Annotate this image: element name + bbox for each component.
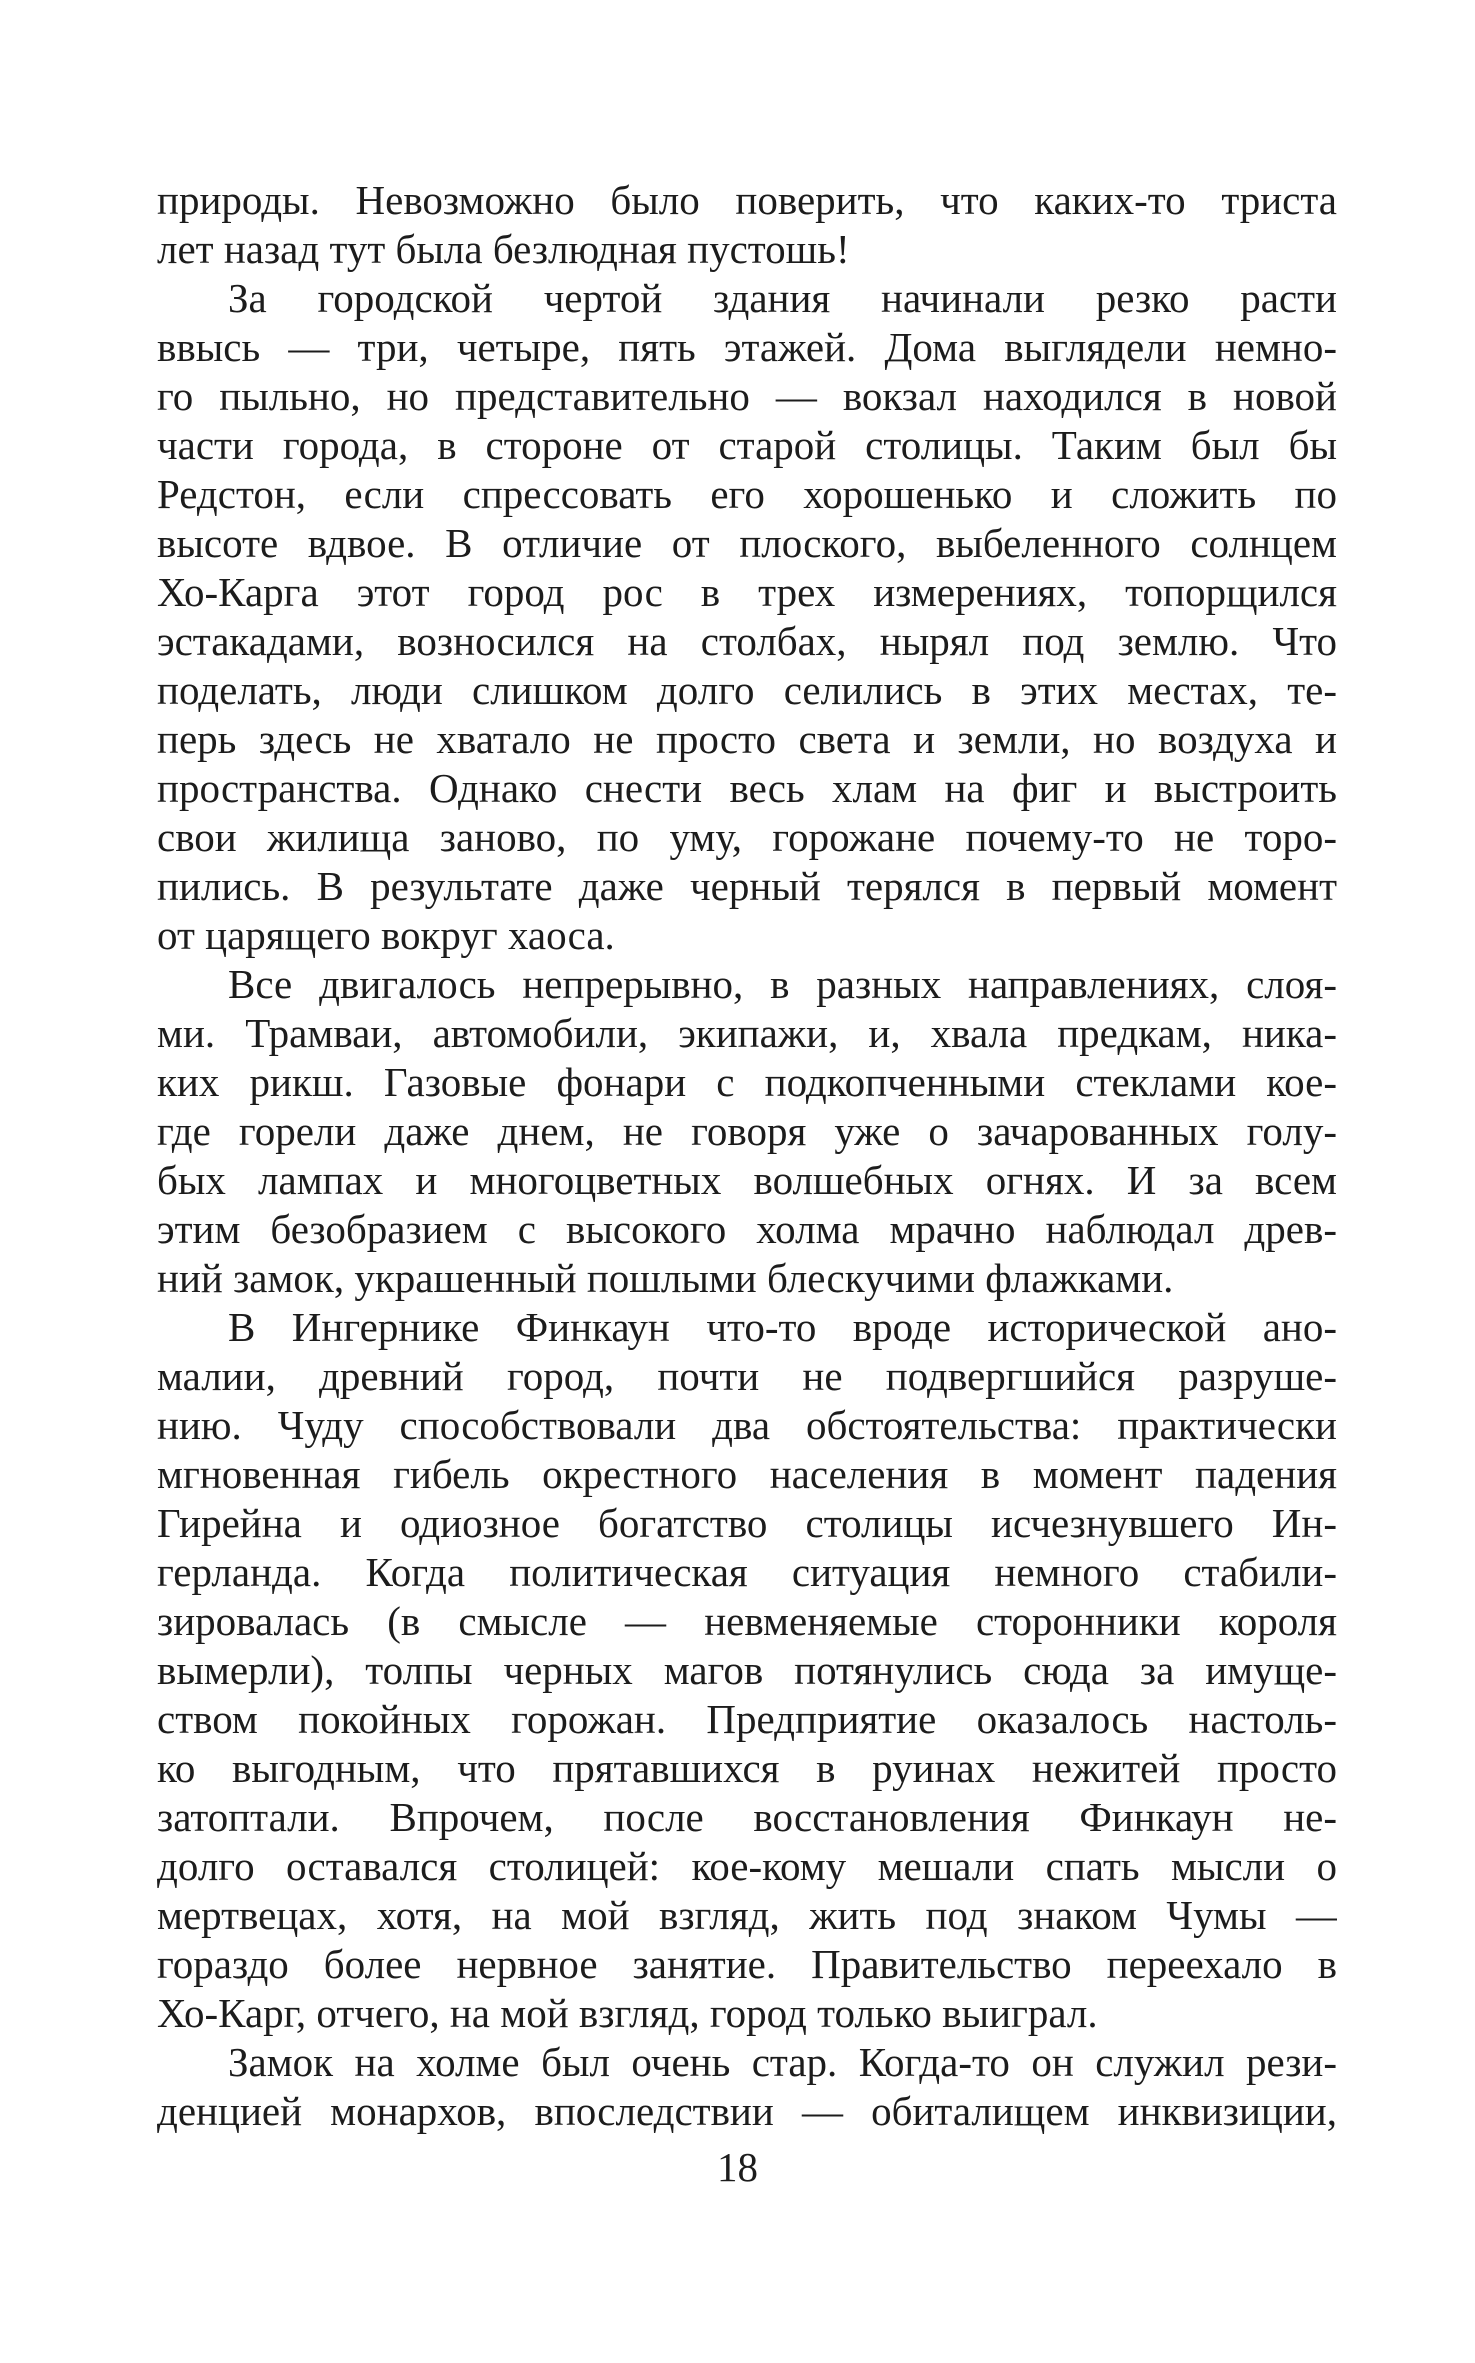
text-line: эстакадами, возносился на столбах, нырял под землю. Что (157, 618, 1337, 664)
text-line: гораздо более нервное занятие. Правительство переехало в (157, 1941, 1337, 1987)
text-line: Хо-Карга этот город рос в трех измерениях, топорщился (157, 569, 1337, 615)
text-line: Хо-Карг, отчего, на мой взгляд, город только выиграл. (157, 1990, 1098, 2036)
text-line: от царящего вокруг хаоса. (157, 912, 615, 958)
text-line: ких рикш. Газовые фонари с подкопченными стеклами кое- (157, 1059, 1337, 1105)
text-line: свои жилища заново, по уму, горожане почему-то не торо- (157, 814, 1337, 860)
text-line: лет назад тут была безлюдная пустошь! (157, 226, 850, 272)
text-line: части города, в стороне от старой столицы. Таким был бы (157, 422, 1337, 468)
text-line: ми. Трамваи, автомобили, экипажи, и, хвала предкам, ника- (157, 1010, 1337, 1056)
text-line: ний замок, украшенный пошлыми блескучими флажками. (157, 1255, 1174, 1301)
text-line: пространства. Однако снести весь хлам на фиг и выстроить (157, 765, 1337, 811)
text-line: бых лампах и многоцветных волшебных огнях. И за всем (157, 1157, 1337, 1203)
paragraph-first-line: Замок на холме был очень стар. Когда-то он служил рези- (228, 2039, 1337, 2085)
text-line: высоте вдвое. В отличие от плоского, выбеленного солнцем (157, 520, 1337, 566)
page-number: 18 (717, 2144, 758, 2190)
text-line: денцией монархов, впоследствии — обиталищем инквизиции, (157, 2088, 1337, 2134)
text-line: ством покойных горожан. Предприятие оказалось настоль- (157, 1696, 1337, 1742)
text-line: малии, древний город, почти не подвергшийся разруше- (157, 1353, 1337, 1399)
text-line: перь здесь не хватало не просто света и земли, но воздуха и (157, 716, 1337, 762)
paragraph-first-line: В Ингернике Финкаун что-то вроде исторической ано- (228, 1304, 1337, 1350)
book-page-text (157, 176, 1337, 2136)
text-line: пились. В результате даже черный терялся в первый момент (157, 863, 1337, 909)
text-line: Редстон, если спрессовать его хорошенько и сложить по (157, 471, 1337, 517)
paragraph-first-line: Все двигалось непрерывно, в разных направлениях, слоя- (228, 961, 1337, 1007)
text-line: этим безобразием с высокого холма мрачно наблюдал древ- (157, 1206, 1337, 1252)
text-line: где горели даже днем, не говоря уже о зачарованных голу- (157, 1108, 1337, 1154)
text-line: нию. Чуду способствовали два обстоятельства: практически (157, 1402, 1337, 1448)
text-line: зировалась (в смысле — невменяемые сторонники короля (157, 1598, 1337, 1644)
text-line: затоптали. Впрочем, после восстановления Финкаун не- (157, 1794, 1337, 1840)
text-line: Гирейна и одиозное богатство столицы исчезнувшего Ин- (157, 1500, 1337, 1546)
text-line: го пыльно, но представительно — вокзал находился в новой (157, 373, 1337, 419)
text-line: поделать, люди слишком долго селились в этих местах, те- (157, 667, 1337, 713)
text-line: мгновенная гибель окрестного населения в момент падения (157, 1451, 1337, 1497)
text-line: герланда. Когда политическая ситуация немного стабили- (157, 1549, 1337, 1595)
text-line: вымерли), толпы черных магов потянулись сюда за имуще- (157, 1647, 1337, 1693)
text-line: природы. Невозможно было поверить, что каких-то триста (157, 177, 1337, 223)
paragraph-first-line: За городской чертой здания начинали резко расти (228, 275, 1337, 321)
text-line: мертвецах, хотя, на мой взгляд, жить под знаком Чумы — (157, 1892, 1337, 1938)
text-line: ко выгодным, что прятавшихся в руинах нежитей просто (157, 1745, 1337, 1791)
text-line: ввысь — три, четыре, пять этажей. Дома выглядели немно- (157, 324, 1337, 370)
text-line: долго оставался столицей: кое-кому мешали спать мысли о (157, 1843, 1337, 1889)
